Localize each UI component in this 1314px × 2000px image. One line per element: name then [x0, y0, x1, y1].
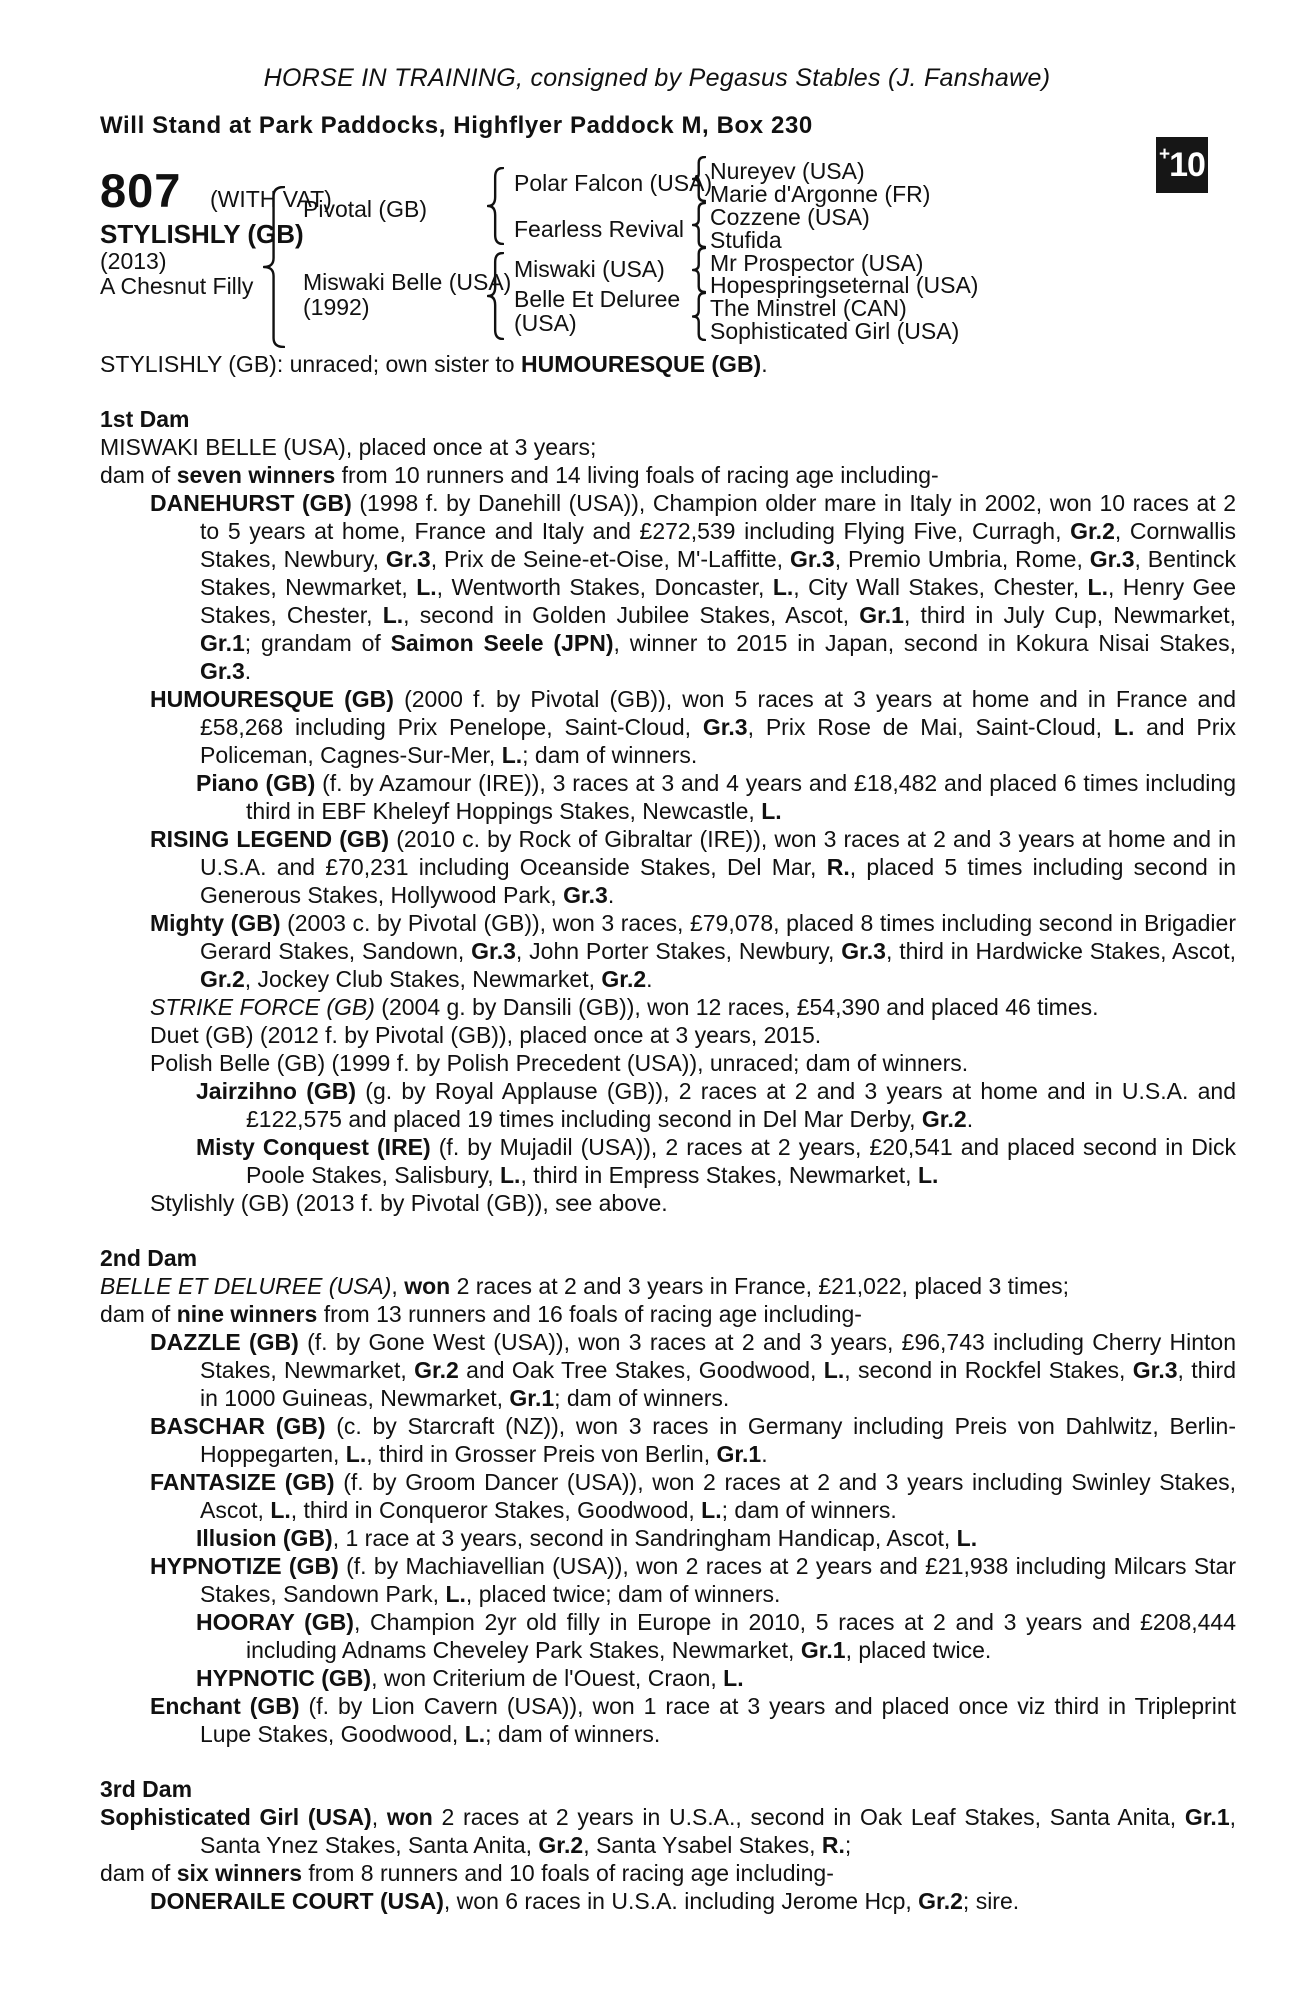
text-run: (g. by Royal Applause (GB)), 2 races at 2 and 3 years at home and in U.S.A. and £122,575 and placed 19 times including second in Del Mar Derby, [246, 1078, 1236, 1132]
text-run: , second in Golden Jubilee Stakes, Ascot, [403, 602, 860, 628]
produce-entry [100, 1133, 1236, 1189]
text-run: (f. by Machiavellian (USA)), won 2 races at 2 years and £21,938 including Milcars Star Stakes, Sandown Park, [200, 1553, 1236, 1607]
produce-entry [100, 1049, 1236, 1077]
text-run: , Prix Rose de Mai, Saint-Cloud, [747, 714, 1114, 740]
text-run: Gr.2 [1070, 518, 1115, 544]
race-record-note [100, 350, 1236, 378]
plus10-badge-plus: + [1159, 144, 1171, 165]
text-run: L. [772, 574, 794, 600]
text-run: Gr.1 [716, 1441, 762, 1467]
text-run: , [391, 1273, 405, 1299]
text-run: won [386, 1804, 433, 1830]
text-run: MISWAKI BELLE (USA), placed once at 3 years; [100, 434, 597, 460]
text-run: (f. by Azamour (IRE)), 3 races at 3 and 4 years and £18,482 and placed 6 times including third in EBF Kheleyf Hoppings Stakes, Newcastle, [246, 770, 1236, 824]
pedigree-brace [487, 252, 504, 340]
produce-entry [100, 769, 1236, 825]
text-run: Gr.3 [1089, 546, 1135, 572]
produce-entry [100, 1552, 1236, 1608]
text-run: , won 6 races in U.S.A. including Jerome Hcp, [443, 1888, 919, 1914]
text-run: Gr.3 [789, 546, 835, 572]
pedigree-brace [692, 156, 706, 202]
text-run: L. [956, 1525, 978, 1551]
text-run: ; dam of winners. [721, 1497, 897, 1523]
text-run: Gr.3 [200, 658, 245, 684]
text-run: , third in July Cup, Newmarket, [903, 602, 1236, 628]
produce-entry [100, 825, 1236, 909]
text-run: , Premio Umbria, Rome, [834, 546, 1090, 572]
text-run: L. [270, 1497, 291, 1523]
text-run: Illusion (GB) [196, 1525, 333, 1551]
text-run: Polish Belle (GB) (1999 f. by Polish Precedent (USA)), unraced; dam of winners. [150, 1050, 969, 1076]
pedigree-brace [487, 167, 504, 245]
text-run: Gr.1 [509, 1385, 555, 1411]
produce-entry [100, 1608, 1236, 1664]
text-run: Gr.3 [841, 938, 886, 964]
text-run: (f. by Groom Dancer (USA)), won 2 races at 2 and 3 years including Swinley Stakes, Ascot, [200, 1469, 1236, 1523]
text-run: Gr.3 [385, 546, 431, 572]
text-run: ; sire. [962, 1888, 1020, 1914]
text-run: DANEHURST (GB) [150, 490, 352, 516]
dam-section-title-2: 2nd Dam [100, 1245, 198, 1271]
text-run: , Santa Ysabel Stakes, [583, 1832, 822, 1858]
text-run: (2010 c. by Rock of Gibraltar (IRE)), won 3 races at 2 and 3 years at home and in U.S.A. and £70,231 including Oceanside Stakes, Del Mar, [200, 826, 1236, 880]
text-run: dam of [100, 1301, 177, 1327]
text-run: L. [723, 1665, 744, 1691]
text-run: , Champion 2yr old filly in Europe in 2010, 5 races at 2 and 3 years and £208,444 including Adnams Cheveley Park Stakes, Newmarket, [246, 1609, 1236, 1663]
produce-entry [100, 1189, 1236, 1217]
text-run: nine winners [176, 1301, 318, 1327]
text-run: and Oak Tree Stakes, Goodwood, [458, 1357, 824, 1383]
text-run: HYPNOTIC (GB) [196, 1665, 372, 1691]
text-run: , Bentinck Stakes, Newmarket, [200, 546, 1237, 600]
text-run: , winner to 2015 in Japan, second in Kokura Nisai Stakes, [613, 630, 1236, 656]
produce-entry [100, 1412, 1236, 1468]
text-run: Saimon Seele (JPN) [390, 630, 614, 656]
produce-entry [100, 993, 1236, 1021]
text-run: 2 races at 2 and 3 years in France, £21,022, placed 3 times; [450, 1273, 1070, 1299]
text-run: L. [464, 1721, 486, 1747]
pedigree-ssd: Marie d'Argonne (FR) [710, 181, 931, 207]
text-run: Gr.2 [601, 966, 647, 992]
text-run: FANTASIZE (GB) [150, 1469, 335, 1495]
text-run: Gr.2 [414, 1357, 459, 1383]
produce-entry [100, 1524, 1236, 1552]
text-run: , City Wall Stakes, Chester, [793, 574, 1088, 600]
text-run: ; [844, 1832, 852, 1858]
text-run: L. [382, 602, 404, 628]
text-run: Enchant (GB) [150, 1693, 300, 1719]
text-run: ; dam of winners. [485, 1721, 661, 1747]
text-run: Piano (GB) [196, 770, 316, 796]
consignor-line: HORSE IN TRAINING, consigned by Pegasus Stables (J. Fanshawe) [263, 64, 1051, 92]
text-run: Gr.1 [859, 602, 904, 628]
produce-record [100, 405, 1236, 1915]
pedigree-sire-dam: Fearless Revival [514, 216, 684, 242]
text-run: Gr.1 [1184, 1804, 1230, 1830]
text-run: from 8 runners and 10 foals of racing age including- [302, 1860, 834, 1886]
pedigree-dam-year: (1992) [303, 294, 370, 320]
text-run: L. [701, 1497, 722, 1523]
produce-entry [100, 1859, 1236, 1887]
text-run: Duet (GB) (2012 f. by Pivotal (GB)), placed once at 3 years, 2015. [150, 1022, 822, 1048]
text-run: L. [416, 574, 437, 600]
stand-location-line: Will Stand at Park Paddocks, Highflyer Paddock M, Box 230 [100, 112, 813, 139]
text-run: HOORAY (GB) [196, 1609, 354, 1635]
text-run: L. [445, 1581, 466, 1607]
dam-section-title-1: 1st Dam [100, 406, 190, 432]
pedigree-dam-dam-suffix: (USA) [514, 310, 577, 336]
text-run: DAZZLE (GB) [150, 1329, 299, 1355]
text-run: , third in Conqueror Stakes, Goodwood, [290, 1497, 702, 1523]
text-run: , Wentworth Stakes, Doncaster, [436, 574, 773, 600]
produce-entry [100, 1803, 1236, 1859]
text-run: won [404, 1273, 451, 1299]
text-run: ; grandam of [244, 630, 391, 656]
pedigree-dam-dam: Belle Et Deluree [514, 286, 681, 312]
text-run: Gr.1 [800, 1637, 846, 1663]
text-run: , third in Empress Stakes, Newmarket, [520, 1162, 918, 1188]
text-run: . [761, 1441, 768, 1467]
text-run: , Santa Ynez Stakes, Santa Anita, [200, 1804, 1237, 1858]
text-run: R. [826, 854, 850, 880]
text-run: , placed 5 times including second in Generous Stakes, Hollywood Park, [200, 854, 1236, 908]
text-run: BELLE ET DELUREE (USA) [100, 1273, 392, 1299]
text-run: , won Criterium de l'Ouest, Craon, [371, 1665, 724, 1691]
dam-section-title-3: 3rd Dam [100, 1776, 193, 1802]
produce-entry [100, 1021, 1236, 1049]
text-run: Gr.3 [702, 714, 748, 740]
text-run: , second in Rockfel Stakes, [844, 1357, 1133, 1383]
text-run: STYLISHLY (GB): unraced; own sister to [100, 351, 521, 377]
pedigree-sire: Pivotal (GB) [303, 196, 427, 222]
text-run: , third in Grosser Preis von Berlin, [366, 1441, 717, 1467]
text-run: RISING LEGEND (GB) [150, 826, 390, 852]
text-run: Gr.2 [200, 966, 245, 992]
pedigree-sdd: Stufida [710, 227, 782, 253]
text-run: . [607, 882, 615, 908]
text-run: Gr.1 [200, 630, 245, 656]
text-run: L. [1087, 574, 1108, 600]
text-run: (1998 f. by Danehill (USA)), Champion older mare in Italy in 2002, won 10 races at 2 to 5 years at home, France and Italy and £272,539 including Flying Five, Curragh, [200, 490, 1236, 544]
text-run: ; dam of winners. [522, 742, 698, 768]
text-run: (f. by Mujadil (USA)), 2 races at 2 years, £20,541 and placed second in Dick Poole Stakes, Salisbury, [246, 1134, 1237, 1188]
pedigree-sds: Cozzene (USA) [710, 204, 870, 230]
text-run: (2004 g. by Dansili (GB)), won 12 races, £54,390 and placed 46 times. [374, 994, 1099, 1020]
text-run: DONERAILE COURT (USA) [150, 1888, 444, 1914]
text-run: L. [761, 798, 782, 824]
text-run: (f. by Gone West (USA)), won 3 races at 2 and 3 years, £96,743 including Cherry Hinton Stakes, Newmarket, [200, 1329, 1236, 1383]
text-run: (2000 f. by Pivotal (GB)), won 5 races at 3 years at home and in France and £58,268 including Prix Penelope, Saint-Cloud, [200, 686, 1236, 740]
horse-foaling-year: (2013) [100, 248, 167, 274]
text-run: Gr.2 [918, 1888, 963, 1914]
text-run: , 1 race at 3 years, second in Sandringham Handicap, Ascot, [332, 1525, 957, 1551]
pedigree-sss: Nureyev (USA) [710, 158, 865, 184]
produce-entry [100, 1077, 1236, 1133]
produce-entry [100, 1468, 1236, 1524]
text-run: L. [823, 1357, 845, 1383]
text-run: , Prix de Seine-et-Oise, M'-Laffitte, [430, 546, 790, 572]
text-run: Sophisticated Girl (USA) [100, 1804, 372, 1830]
pedigree-ddd: Sophisticated Girl (USA) [710, 318, 960, 344]
text-run: Jairzihno (GB) [196, 1078, 357, 1104]
pedigree-dss: Mr Prospector (USA) [710, 250, 924, 276]
produce-entry [100, 685, 1236, 769]
text-run: HUMOURESQUE (GB) [150, 686, 394, 712]
pedigree-dsd: Hopespringseternal (USA) [710, 272, 979, 298]
plus10-badge-number: 10 [1169, 145, 1205, 184]
pedigree-brace [692, 202, 706, 248]
pedigree-table [0, 0, 1314, 350]
pedigree-dam-sire: Miswaki (USA) [514, 256, 665, 282]
produce-entry [100, 1328, 1236, 1412]
text-run: Gr.3 [563, 882, 608, 908]
text-run: Gr.3 [471, 938, 516, 964]
text-run: (2003 c. by Pivotal (GB)), won 3 races, £79,078, placed 8 times including second in Brigadier Gerard Stakes, Sandown, [200, 910, 1236, 964]
text-run: . [244, 658, 252, 684]
produce-entry [100, 1664, 1236, 1692]
text-run: HUMOURESQUE (GB) [521, 351, 762, 377]
pedigree-brace [263, 186, 285, 348]
text-run: , [371, 1804, 387, 1830]
text-run: R. [821, 1832, 845, 1858]
text-run: dam of [100, 462, 177, 488]
text-run: (f. by Lion Cavern (USA)), won 1 race at 3 years and placed once viz third in Tripleprint Lupe Stakes, Goodwood, [200, 1693, 1236, 1747]
text-run: , placed twice; dam of winners. [465, 1581, 781, 1607]
horse-description: A Chesnut Filly [100, 273, 254, 299]
text-run: . [761, 351, 768, 377]
text-run: Gr.2 [538, 1832, 584, 1858]
text-run: HYPNOTIZE (GB) [150, 1553, 339, 1579]
text-run: dam of [100, 1860, 177, 1886]
text-run: L. [1113, 714, 1135, 740]
text-run: ; dam of winners. [554, 1385, 730, 1411]
text-run: six winners [176, 1860, 302, 1886]
text-run: L. [345, 1441, 367, 1467]
text-run: from 13 runners and 16 foals of racing age including- [317, 1301, 862, 1327]
text-run: , third in 1000 Guineas, Newmarket, [200, 1357, 1236, 1411]
text-run: L. [917, 1162, 939, 1188]
produce-entry [100, 1272, 1236, 1300]
pedigree-dam: Miswaki Belle (USA) [303, 269, 512, 295]
text-run: seven winners [176, 462, 336, 488]
text-run: . [646, 966, 653, 992]
pedigree-dds: The Minstrel (CAN) [710, 295, 907, 321]
produce-entry [100, 461, 1236, 489]
text-run: Mighty (GB) [150, 910, 281, 936]
produce-entry [100, 1692, 1236, 1748]
text-run: , placed twice. [845, 1637, 992, 1663]
produce-entry [100, 1887, 1236, 1915]
produce-entry [100, 1300, 1236, 1328]
pedigree-brace [692, 247, 706, 293]
text-run: from 10 runners and 14 living foals of racing age including- [335, 462, 939, 488]
text-run: , Cornwallis Stakes, Newbury, [200, 518, 1236, 572]
produce-entry [100, 433, 1236, 461]
text-run: , third in Hardwicke Stakes, Ascot, [885, 938, 1236, 964]
lot-number: 807 [100, 164, 182, 217]
text-run: . [966, 1106, 974, 1132]
lot-vat-note: (WITH VAT) [210, 186, 332, 212]
text-run: Stylishly (GB) (2013 f. by Pivotal (GB)), see above. [150, 1190, 668, 1216]
text-run: 2 races at 2 years in U.S.A., second in Oak Leaf Stakes, Santa Anita, [432, 1804, 1185, 1830]
text-run: Gr.3 [1132, 1357, 1178, 1383]
text-run: Misty Conquest (IRE) [196, 1134, 431, 1160]
text-run: L. [499, 1162, 521, 1188]
pedigree-sire-sire: Polar Falcon (USA) [514, 170, 713, 196]
text-run: (c. by Starcraft (NZ)), won 3 races in Germany including Preis von Dahlwitz, Berlin-Hoppegarten, [200, 1413, 1236, 1467]
text-run: and Prix Policeman, Cagnes-Sur-Mer, [200, 714, 1236, 768]
text-run: L. [501, 742, 523, 768]
pedigree-brace [692, 292, 706, 341]
text-run: STRIKE FORCE (GB) [150, 994, 375, 1020]
text-run: Gr.2 [921, 1106, 967, 1132]
text-run: , Henry Gee Stakes, Chester, [200, 574, 1237, 628]
text-run: , John Porter Stakes, Newbury, [515, 938, 842, 964]
text-run: BASCHAR (GB) [150, 1413, 326, 1439]
produce-entry [100, 909, 1236, 993]
catalogue-text [100, 350, 1236, 1915]
text-run: , Jockey Club Stakes, Newmarket, [244, 966, 602, 992]
horse-name: STYLISHLY (GB) [100, 219, 304, 249]
produce-entry [100, 489, 1236, 685]
